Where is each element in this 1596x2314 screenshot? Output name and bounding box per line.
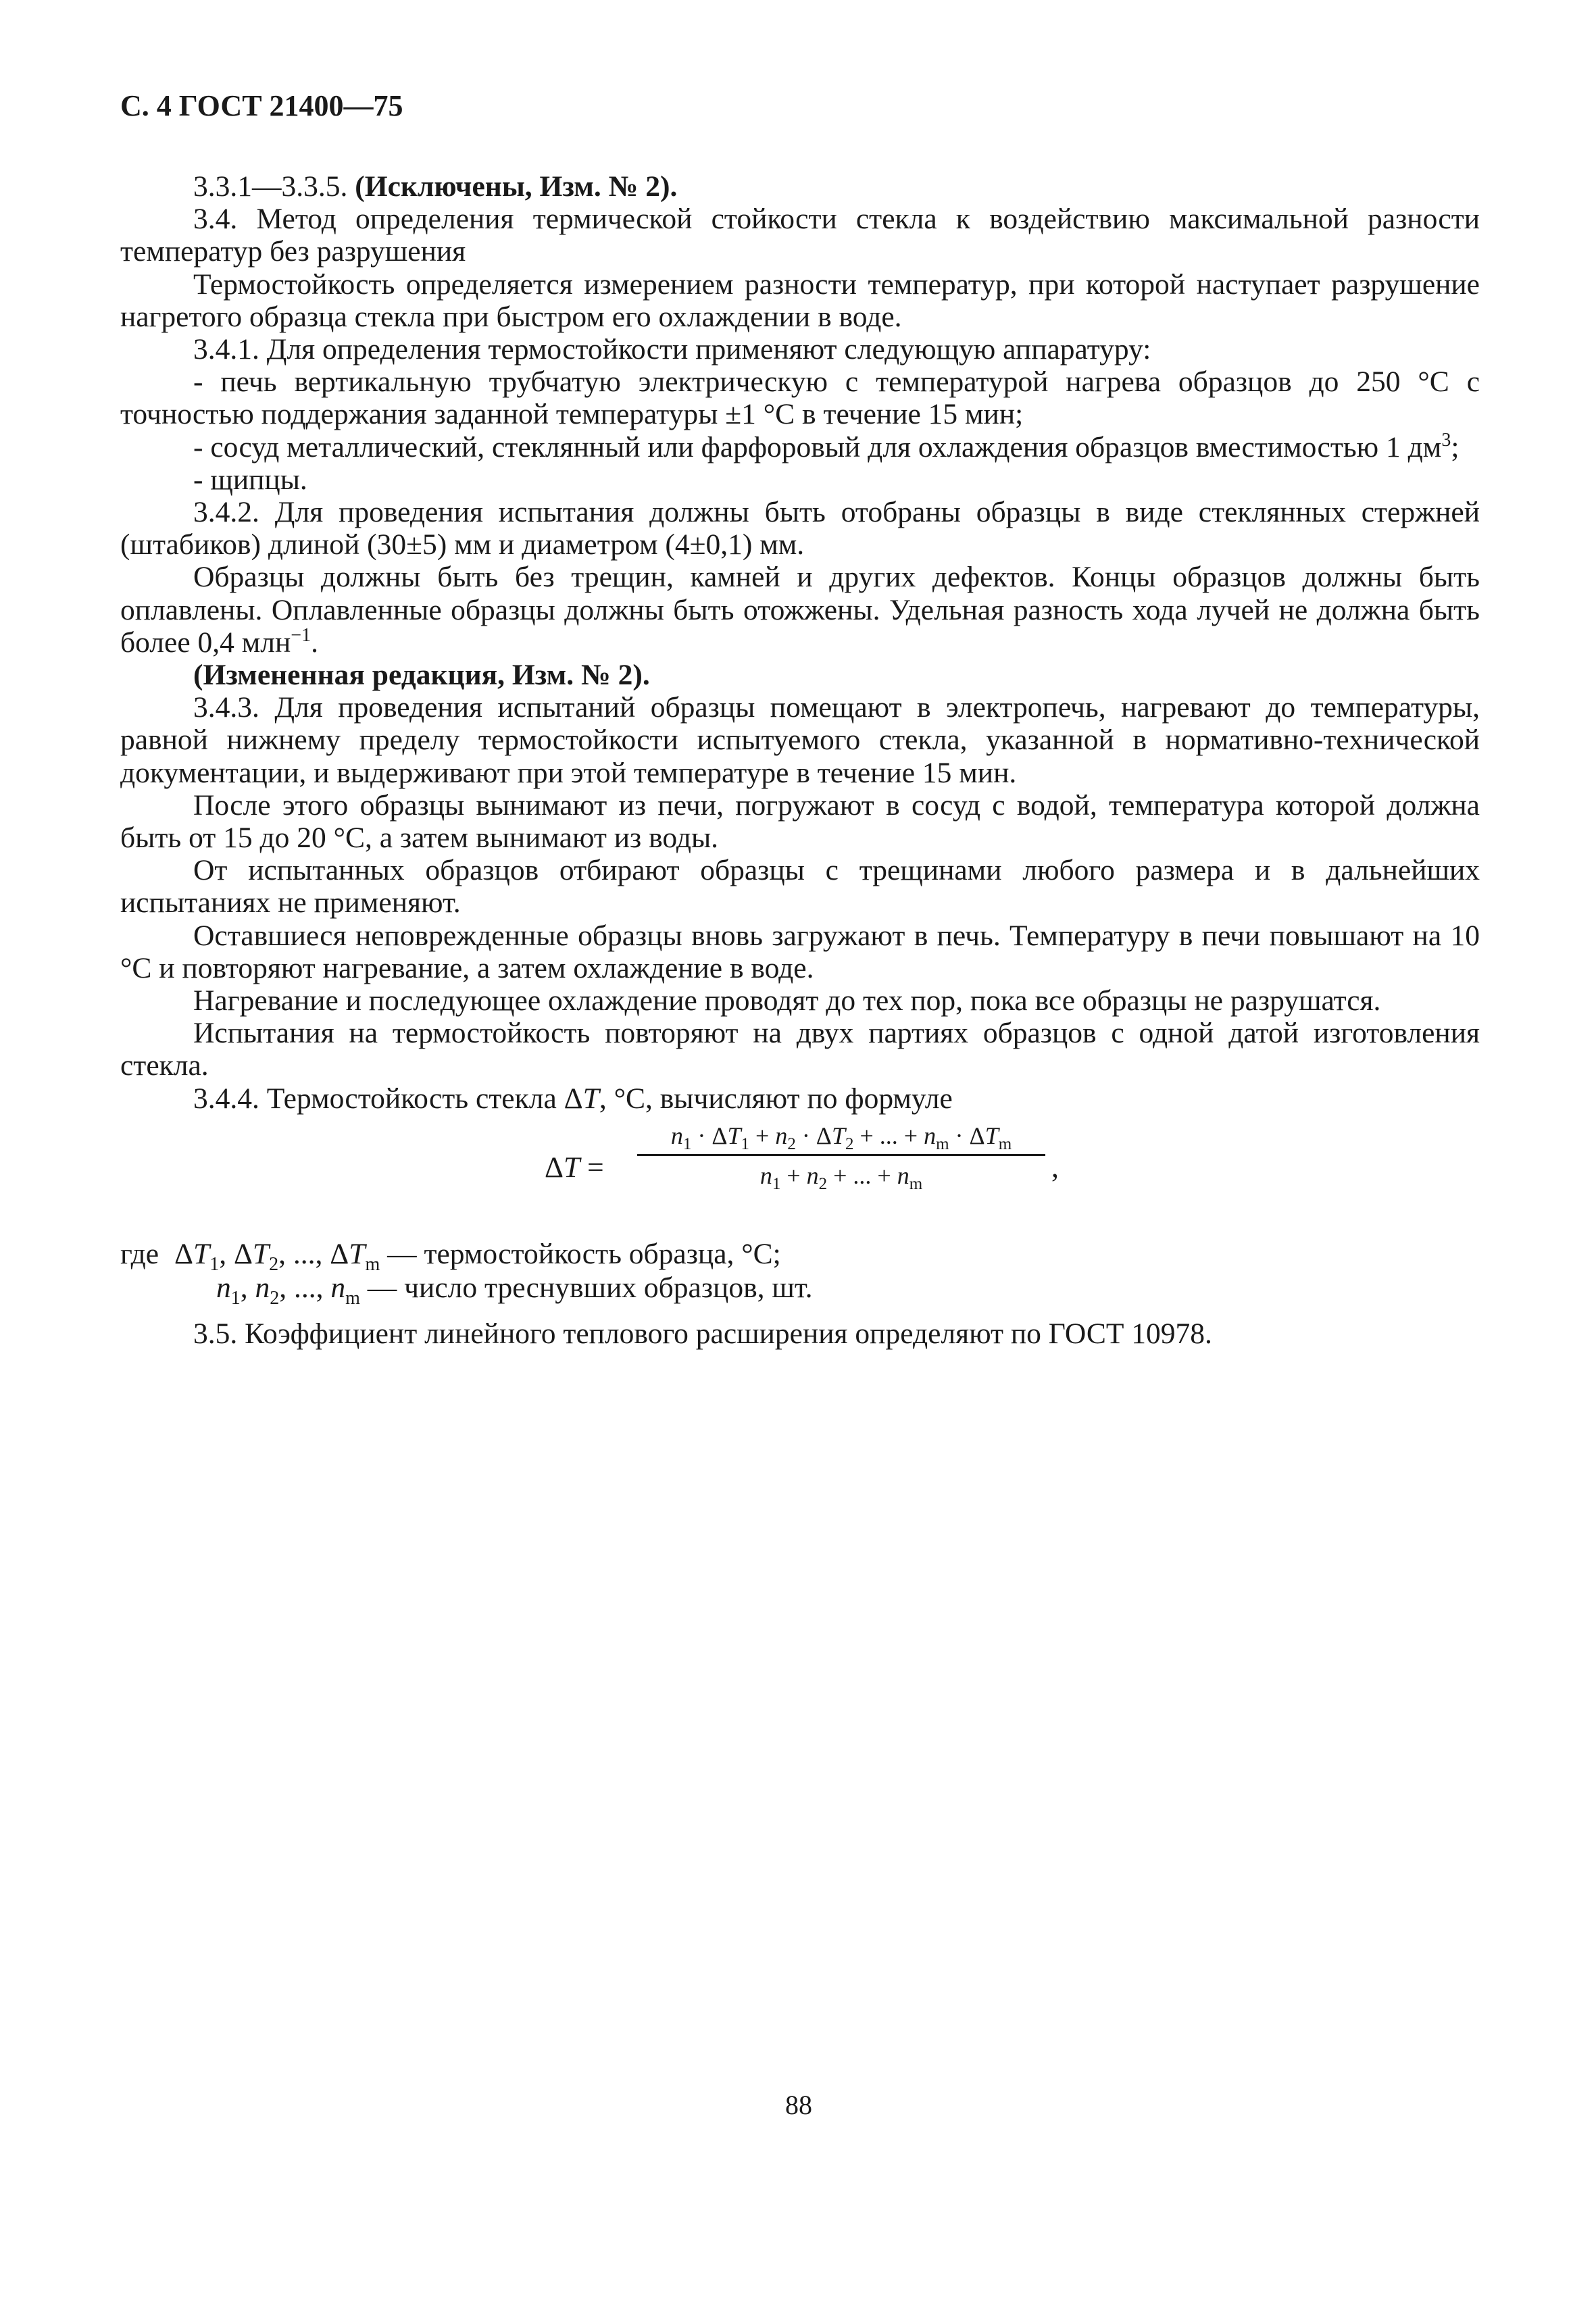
fraction-bar	[637, 1154, 1045, 1156]
paragraph-3-4-4	[120, 1082, 1480, 1115]
section-number: 3.3.1—3.3.5.	[193, 170, 348, 203]
section-text: Для проведения испытаний образцы помещают в электропечь, нагревают до температуры, равной нижнему пределу термостойкости испытуемого стекла, указанной в нормативно-технической документации, и выдерживают при этой температуре в течение 15 мин.	[120, 691, 1480, 789]
paragraph-end: .	[311, 626, 318, 659]
delta-symbol: Δ	[545, 1151, 564, 1184]
section-number: 3.5.	[193, 1317, 238, 1350]
superscript: 3	[1441, 429, 1451, 451]
amendment-note: (Исключены, Изм. № 2).	[355, 170, 678, 203]
list-item-text: - сосуд металлический, стеклянный или фарфоровый для охлаждения образцов вместимостью 1 дм	[193, 430, 1442, 463]
formula-numerator: $n_1 \cdot \Delta T_1 + n_2 \cdot \Delta T_2$ + ... + $n_m \cdot \Delta T_m$	[670, 1122, 1012, 1153]
section-number: 3.4.	[193, 203, 238, 236]
paragraph-3-4-3-p5: Испытания на термостойкость повторяют на двух партиях образцов с одной датой изготовления стекла.	[120, 1017, 1480, 1082]
equals-sign: =	[580, 1151, 604, 1184]
variable-T: T	[582, 1082, 599, 1115]
paragraph-3-4-description: Термостойкость определяется измерением разности температур, при которой наступает разрушение нагретого образца стекла при быстром его охлаждении в воде.	[120, 268, 1480, 333]
document-body	[120, 170, 1480, 1350]
page-number: 88	[785, 2090, 812, 2120]
section-text: Для проведения испытания должны быть отобраны образцы в виде стеклянных стержней (штабиков) длиной (30±5) мм и диаметром (4±0,1) мм.	[120, 496, 1480, 561]
section-text: Метод определения термической стойкости стекла к воздействию максимальной разности температур без разрушения	[120, 203, 1480, 268]
paragraph-3-4-3-p3: Оставшиеся неповрежденные образцы вновь загружают в печь. Температуру в печи повышают на 10 °С и повторяют нагревание, а затем охлаждение в воде.	[120, 919, 1480, 984]
section-text-before: Термостойкость стекла Δ	[266, 1082, 583, 1115]
section-text: Коэффициент линейного теплового расширения определяют по ГОСТ 10978.	[245, 1317, 1212, 1350]
formula-fraction	[637, 1119, 1045, 1192]
paragraph-3-4-2-samples	[120, 561, 1480, 659]
formula-lhs	[545, 1151, 604, 1184]
section-number: 3.4.2.	[193, 496, 259, 529]
where-desc-2: — число треснувших образцов, шт.	[367, 1271, 813, 1304]
section-text: Для определения термостойкости применяют следующую аппаратуру:	[266, 333, 1151, 366]
paragraph-3-4-2	[120, 496, 1480, 561]
list-item-end: ;	[1451, 430, 1460, 463]
list-item-vessel	[120, 431, 1480, 463]
where-line-1	[120, 1237, 1480, 1275]
paragraph-3-4-3-p1: После этого образцы вынимают из печи, погружают в сосуд с водой, температура которой должна быть от 15 до 20 °С, а затем вынимают из воды.	[120, 788, 1480, 855]
where-symbols-1: $\Delta T_1$, $\Delta T_2$, ..., $\Delta T_m$ — термостойкость образца, °С;	[174, 1237, 781, 1275]
paragraph-3-4-1	[120, 333, 1480, 366]
formula-comma: ,	[1051, 1151, 1059, 1184]
section-number: 3.4.4.	[193, 1082, 259, 1115]
formula-denominator: $n_1 + n_2$ + ... + $n_m$	[759, 1161, 923, 1193]
paragraph-3-4	[120, 203, 1480, 268]
formula-thermal-resistance	[120, 1119, 1480, 1220]
superscript: −1	[291, 624, 311, 646]
where-symbols-2: $n_1$, $n_2$, ..., $n_m$ — число треснувших образцов, шт.	[216, 1271, 813, 1309]
section-number: 3.4.3.	[193, 691, 259, 724]
paragraph-3-4-3	[120, 691, 1480, 789]
section-number: 3.4.1.	[193, 333, 259, 366]
page-header: С. 4 ГОСТ 21400—75	[120, 89, 403, 122]
where-label: где	[120, 1237, 159, 1270]
where-line-2	[120, 1271, 1480, 1309]
paragraph-3-3-1	[120, 170, 1480, 203]
variable-T: T	[563, 1151, 580, 1184]
list-item-furnace: - печь вертикальную трубчатую электрическую с температурой нагрева образцов до 250 °С с точностью поддержания заданной температуры ±1 °С в течение 15 мин;	[120, 366, 1480, 431]
section-text-after: , °С, вычисляют по формуле	[599, 1082, 953, 1115]
paragraph-3-4-3-p2: От испытанных образцов отбирают образцы с трещинами любого размера и в дальнейших испытаниях не применяют.	[120, 854, 1480, 920]
paragraph-text: Образцы должны быть без трещин, камней и других дефектов. Концы образцов должны быть оплавлены. Оплавленные образцы должны быть отожжены. Удельная разность хода лучей не должна быть более 0,4 млн	[120, 561, 1480, 659]
paragraph-3-4-3-p4: Нагревание и последующее охлаждение проводят до тех пор, пока все образцы не разрушатся.	[193, 984, 1381, 1017]
paragraph-3-5	[120, 1317, 1480, 1350]
where-desc-1: — термостойкость образца, °С;	[387, 1237, 781, 1270]
list-item-tongs: - щипцы.	[193, 463, 307, 496]
amendment-note-3-4-2: (Измененная редакция, Изм. № 2).	[193, 659, 650, 692]
